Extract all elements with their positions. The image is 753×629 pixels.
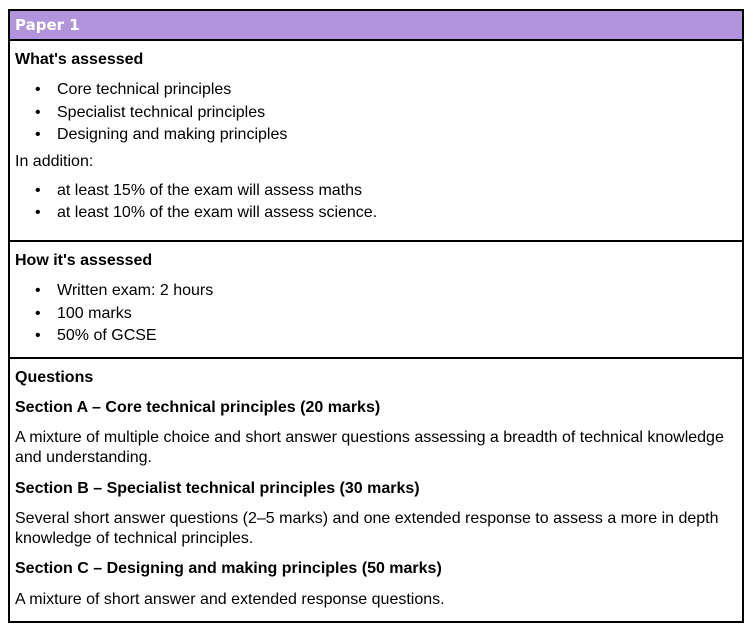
bullet-icon: •	[35, 204, 41, 221]
addition-list	[15, 180, 737, 225]
list-item: • at least 10% of the exam will assess science.	[15, 202, 737, 225]
table-header	[10, 11, 742, 41]
bullet-icon: •	[35, 126, 41, 143]
bullet-icon: •	[35, 81, 41, 98]
section-c-title: Section C – Designing and making principles (50 marks)	[15, 560, 442, 577]
list-item: • at least 15% of the exam will assess maths	[15, 180, 737, 203]
bullet-icon: •	[35, 282, 41, 299]
bullet-icon: •	[35, 304, 41, 322]
list-item: • Written exam: 2 hours	[15, 280, 737, 303]
paper-title: Paper 1	[15, 16, 80, 34]
list-item: • Specialist technical principles	[15, 102, 737, 125]
assessed-list	[15, 79, 737, 147]
how-assessed-section	[10, 242, 742, 359]
addition-label: In addition:	[15, 152, 94, 170]
how-assessed-list	[15, 280, 737, 348]
questions-section	[10, 359, 742, 610]
whats-assessed-heading: What's assessed	[15, 51, 144, 68]
section-b-description: Several short answer questions (2–5 marks) and one extended response to assess a more in depth knowledge of technical principles.	[15, 510, 719, 547]
bullet-icon: •	[35, 181, 41, 199]
section-a-description: A mixture of multiple choice and short answer questions assessing a breadth of technical knowledge and understanding.	[15, 429, 724, 466]
list-item: • 100 marks	[15, 303, 737, 326]
section-a-title: Section A – Core technical principles (20 marks)	[15, 399, 381, 416]
bullet-icon: •	[35, 103, 41, 121]
questions-heading: Questions	[15, 369, 94, 386]
bullet-icon: •	[35, 327, 41, 344]
section-b-title: Section B – Specialist technical principles (30 marks)	[15, 480, 420, 497]
how-assessed-heading: How it's assessed	[15, 252, 153, 269]
whats-assessed-section	[10, 41, 742, 242]
paper-table	[8, 9, 744, 623]
section-c-description: A mixture of short answer and extended response questions.	[15, 591, 445, 608]
list-item: • 50% of GCSE	[15, 325, 737, 348]
list-item: • Core technical principles	[15, 79, 737, 102]
list-item: • Designing and making principles	[15, 124, 737, 147]
